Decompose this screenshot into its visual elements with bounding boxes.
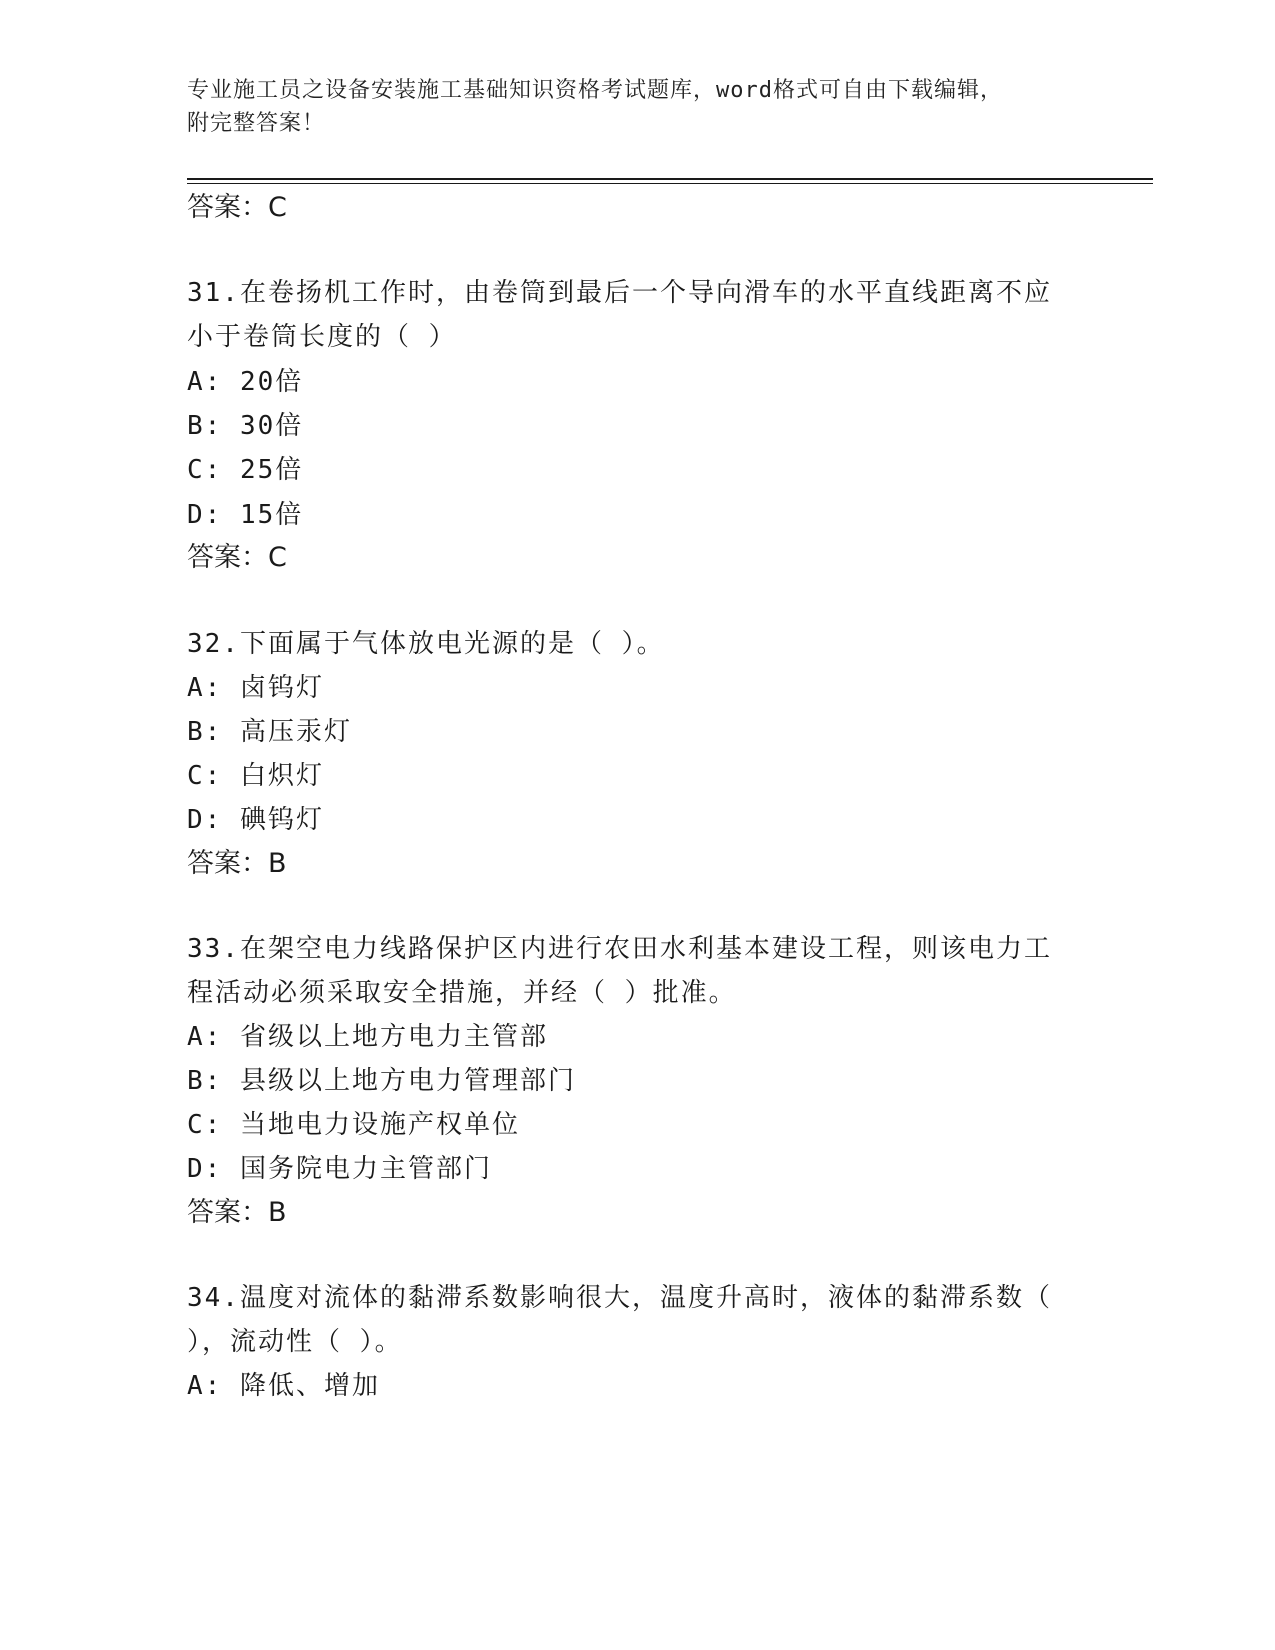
header-divider-thin — [187, 183, 1153, 184]
question-31-stem-line-2: 小于卷筒长度的（ ） — [187, 322, 457, 352]
question-33-stem-line-2: 程活动必须采取安全措施，并经（ ）批准。 — [187, 978, 737, 1008]
question-32-option-c: C: 白炽灯 — [187, 761, 324, 791]
question-34-option-a: A: 降低、增加 — [187, 1371, 380, 1401]
question-32-stem-line-1: 32.下面属于气体放电光源的是（ ）。 — [187, 629, 665, 659]
question-31-option-a: A: 20倍 — [187, 367, 304, 397]
question-32-option-a: A: 卤钨灯 — [187, 673, 324, 703]
header-divider-thick — [187, 178, 1153, 180]
question-31-answer: 答案：C — [187, 542, 287, 573]
question-31-option-d: D: 15倍 — [187, 500, 304, 530]
previous-answer: 答案：C — [187, 192, 287, 223]
question-31-option-b: B: 30倍 — [187, 411, 304, 441]
question-32-option-b: B: 高压汞灯 — [187, 717, 352, 747]
question-33-option-c: C: 当地电力设施产权单位 — [187, 1110, 520, 1140]
question-32-answer: 答案：B — [187, 848, 287, 879]
question-33-option-b: B: 县级以上地方电力管理部门 — [187, 1066, 576, 1096]
header-line-1: 专业施工员之设备安装施工基础知识资格考试题库，word格式可自由下载编辑， — [187, 78, 1003, 103]
question-32-option-d: D: 碘钨灯 — [187, 805, 324, 835]
document-header — [187, 74, 1087, 140]
question-33-option-a: A: 省级以上地方电力主管部 — [187, 1022, 548, 1052]
question-33-answer: 答案：B — [187, 1197, 287, 1228]
header-line-2: 附完整答案！ — [187, 111, 326, 136]
question-33-option-d: D: 国务院电力主管部门 — [187, 1154, 492, 1184]
question-31-option-c: C: 25倍 — [187, 455, 304, 485]
question-31-stem-line-1: 31.在卷扬机工作时，由卷筒到最后一个导向滑车的水平直线距离不应 — [187, 278, 1052, 308]
question-34-stem-line-2: ），流动性（ ）。 — [187, 1327, 403, 1357]
question-34-stem-line-1: 34.温度对流体的黏滞系数影响很大，温度升高时，液体的黏滞系数（ — [187, 1283, 1052, 1313]
question-33-stem-line-1: 33.在架空电力线路保护区内进行农田水利基本建设工程，则该电力工 — [187, 934, 1052, 964]
